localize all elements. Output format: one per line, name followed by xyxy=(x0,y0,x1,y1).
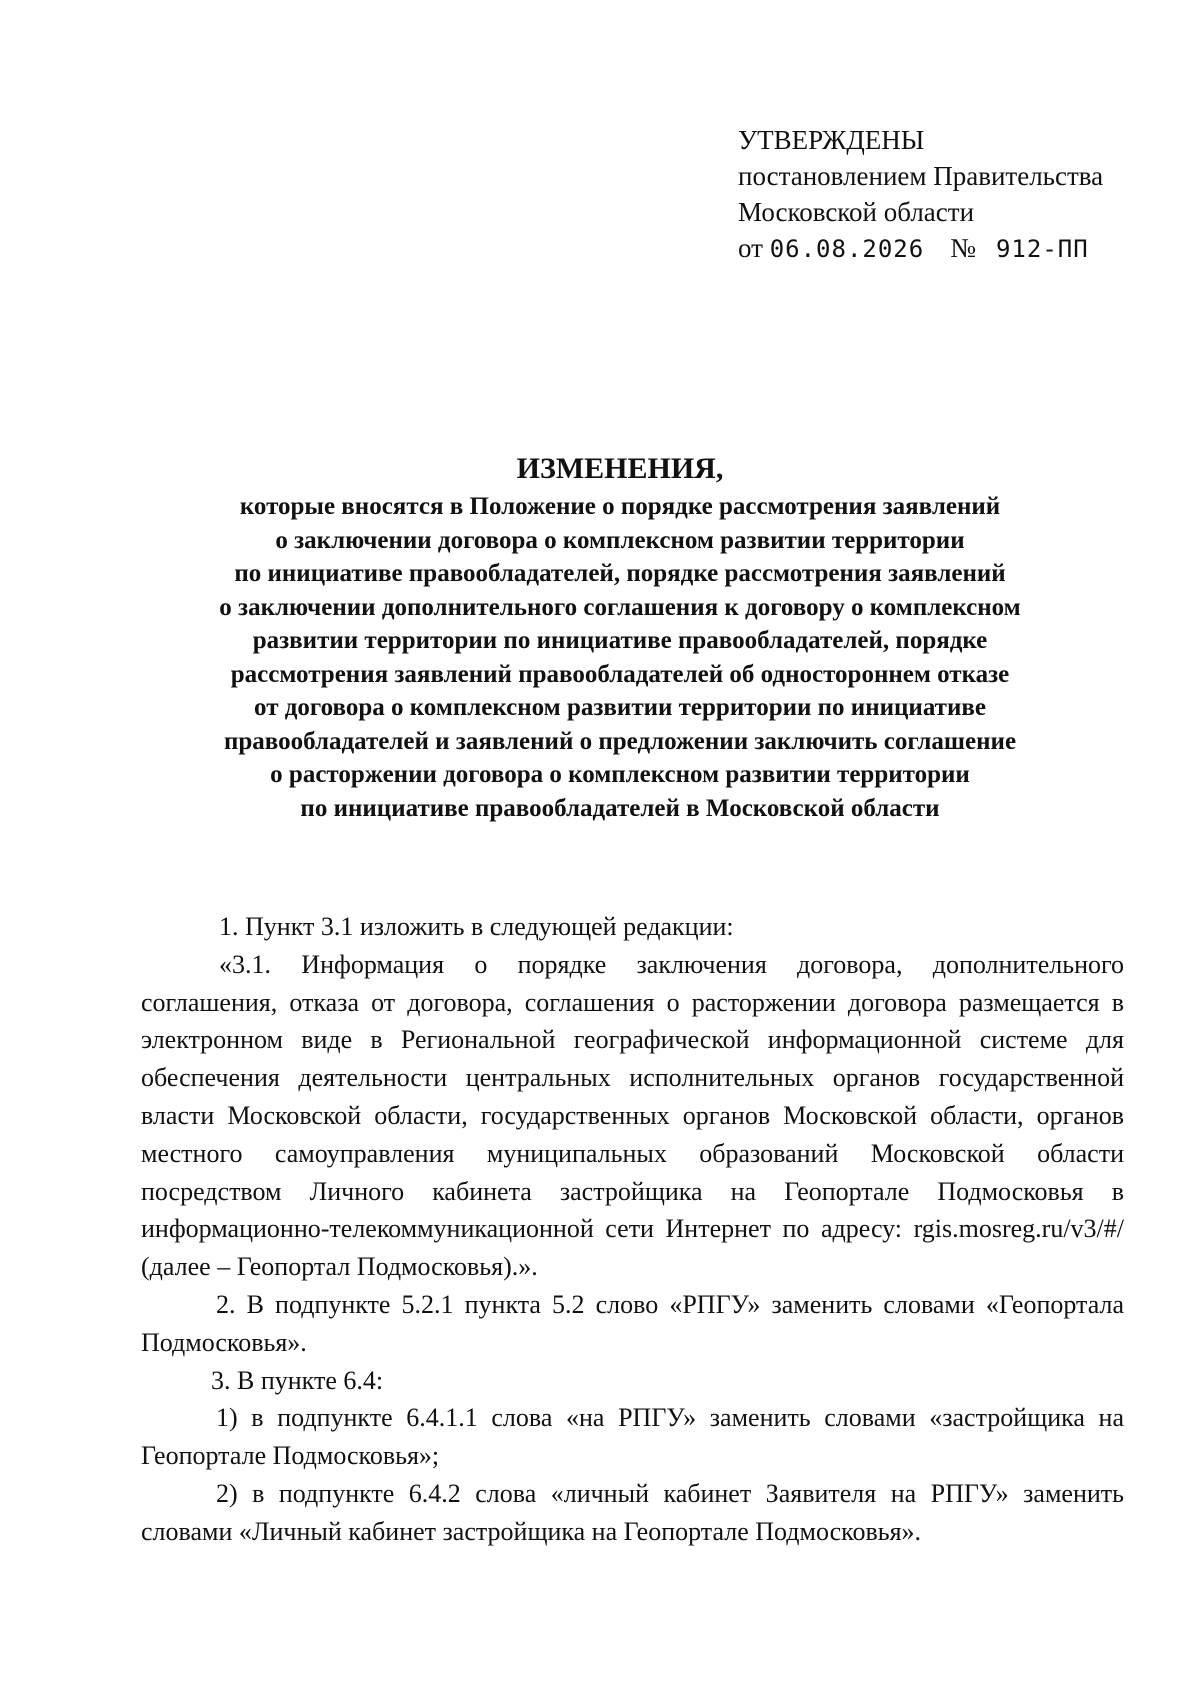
title-main: ИЗМЕНЕНИЯ, xyxy=(516,452,724,485)
date-prefix: от xyxy=(738,233,763,263)
title-line: о расторжении договора о комплексном развитии территории xyxy=(270,761,970,788)
title-subtitle xyxy=(150,490,1090,825)
paragraph-2: «3.1. Информация о порядке заключения договора, дополнительного соглашения, отказа от договора, соглашения о расторжении договора размещается в электронном виде в Региональной географической информационной системе для обеспечения деятельности центральных исполнительных органов государственной власти Московской области, государственных органов Московской области, органов местного самоуправления муниципальных образований Московской области посредством Личного кабинета застройщика на Геопортале Подмосковья в информационно-телекоммуникационной сети Интернет по адресу: rgis.mosreg.ru/v3/#/ (далее – Геопортал Подмосковья).». xyxy=(141,949,1124,1282)
title-line: по инициативе правообладателей, порядке рассмотрения заявлений xyxy=(234,560,1006,587)
approval-number: 912-ПП xyxy=(995,235,1089,263)
title-line: о заключении договора о комплексном развитии территории xyxy=(275,526,965,554)
title-line: которые вносятся в Положение о порядке рассмотрения заявлений xyxy=(239,493,1001,520)
title-line: от договора о комплексном развитии территории по инициативе xyxy=(254,694,986,721)
number-sign: № xyxy=(950,233,976,263)
paragraph-1: 1. Пункт 3.1 изложить в следующей редакции: xyxy=(219,912,734,941)
approval-date: 06.08.2026 xyxy=(769,235,925,263)
title-line: по инициативе правообладателей в Московской области xyxy=(300,794,940,822)
document-title xyxy=(150,452,1090,825)
approval-block xyxy=(738,122,1103,267)
title-line: о заключении дополнительного соглашения к договору о комплексном xyxy=(219,593,1021,621)
title-line: правообладателей и заявлений о предложении заключить соглашение xyxy=(223,727,1017,755)
title-line: развитии территории по инициативе правообладателей, порядке xyxy=(252,627,988,654)
approval-date-line xyxy=(738,230,1103,267)
paragraph-3: 2. В подпункте 5.2.1 пункта 5.2 слово «РПГУ» заменить словами «Геопортала Подмосковья». xyxy=(141,1289,1124,1357)
paragraph-5: 1) в подпункте 6.4.1.1 слова «на РПГУ» заменить словами «застройщика на Геопортале Подмосковья»; xyxy=(141,1403,1124,1471)
title-line: рассмотрения заявлений правообладателей об одностороннем отказе xyxy=(230,660,1010,688)
approval-region-line: Московской области xyxy=(738,197,975,227)
approval-heading: УТВЕРЖДЕНЫ xyxy=(738,125,925,155)
document-body xyxy=(141,908,1124,1551)
approval-issuer-line: постановлением Правительства xyxy=(738,161,1104,191)
paragraph-6: 2) в подпункте 6.4.2 слова «личный кабинет Заявителя на РПГУ» заменить словами «Личный кабинет застройщика на Геопортале Подмосковья». xyxy=(141,1478,1124,1546)
paragraph-4: 3. В пункте 6.4: xyxy=(211,1365,384,1395)
